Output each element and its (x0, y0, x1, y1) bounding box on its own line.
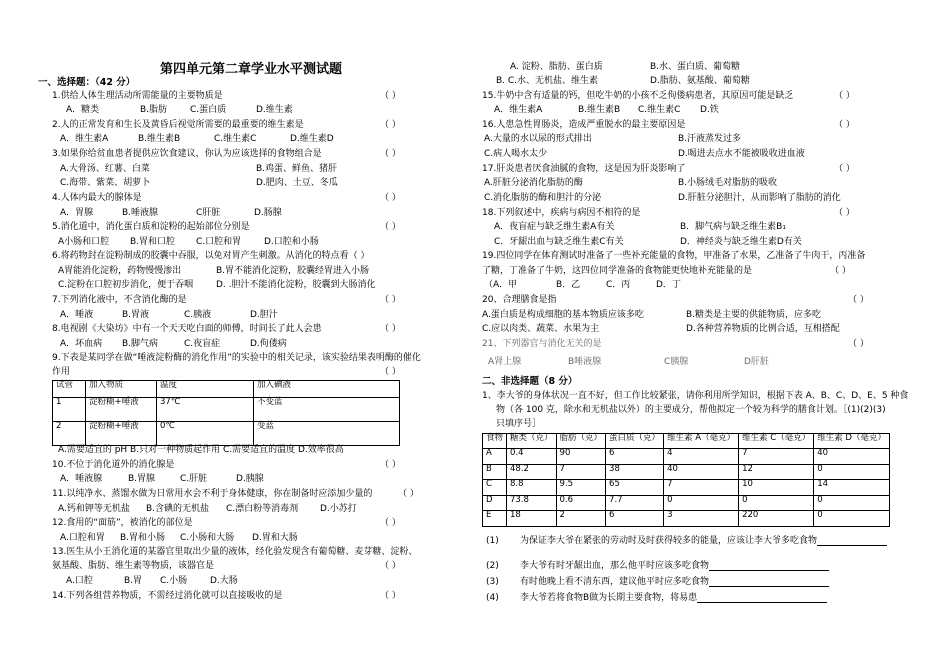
option: B唾液腺 (568, 357, 602, 367)
option: B.胃液 (122, 310, 150, 320)
answer-paren: （ ） (834, 208, 855, 218)
option: D．神经炎与缺乏维生素D有关 (680, 237, 802, 247)
option: D.铁 (700, 105, 719, 115)
question-9-cont: 作用 (52, 367, 71, 377)
option: C．丙 (606, 280, 631, 290)
option: A.钙和钾等无机盐 (58, 504, 130, 514)
option: B.脚气病 (122, 339, 159, 349)
answer-paren: （ ） (380, 324, 401, 334)
answer-paren: （ ） (380, 367, 401, 377)
question-21: 21、下列器官与消化无关的是 (482, 339, 602, 349)
table-cell: 0 (664, 495, 739, 511)
subquestion-4-text: 李大爷若将食物B做为长期主要食物，将易患 (520, 593, 698, 603)
table-cell: 7.7 (606, 495, 664, 511)
subquestion-4-number: (4) (486, 593, 499, 603)
option: C.小肠 (160, 576, 188, 586)
answer-blank[interactable] (709, 586, 829, 587)
table-row (483, 495, 890, 511)
table-cell: B (483, 464, 507, 480)
question-19: 19.四位同学在体育测试时准备了一些补充能量的食物，甲准备了水果，乙准备了牛肉干，丙准备 (482, 251, 866, 261)
table-cell: 9.5 (556, 480, 606, 496)
table-header: 维生素 D（毫克） (814, 434, 890, 449)
answer-paren: （ ） (380, 91, 401, 101)
option: D.小苏打 (320, 504, 357, 514)
option: A．夜盲症与缺乏维生素A有关 (494, 222, 615, 232)
option: B.汗液蒸发过多 (678, 134, 742, 144)
option: B．脚气病与缺乏维生素B₁ (680, 222, 786, 232)
table-row (483, 449, 890, 465)
table-cell: 1 (53, 398, 86, 422)
option: C.病人喝水太少 (484, 149, 548, 159)
option: B. C.水、无机盐、维生素 (496, 76, 599, 86)
option: C.淀粉在口腔初步消化，便于吞咽 (58, 280, 194, 290)
problem-1-cont: 物（各 100 克，除水和无机盐以外）的主要成分，帮他拟定一个较为科学的膳食计划。［(1)(2)(3) (496, 405, 886, 415)
question-19-cont: 了糖，丁准备了牛奶，这四位同学准备的食物能更快地补充能量的是 (482, 266, 753, 276)
option: D.肥肉、土豆、冬瓜 (256, 178, 338, 188)
option: A. 淀粉、脂肪、蛋白质 (510, 62, 603, 72)
option: B.鸡蛋、鲜鱼、猪肝 (256, 164, 338, 174)
option: C.应以肉类、蔬菜、水果为主 (482, 324, 600, 334)
answer-paren: （ ） (380, 518, 401, 528)
table-cell: 12 (739, 464, 814, 480)
answer-paren: （ ） (834, 91, 855, 101)
answer-paren: （ ） (380, 591, 401, 601)
section-nonchoice-heading: 二、非选择题（8 分） (482, 376, 578, 387)
option: B．乙 (556, 280, 581, 290)
option: A．胃腺 (60, 208, 94, 218)
option: A小肠和口腔 (58, 237, 110, 247)
option: C.肝脏 (180, 474, 208, 484)
table-cell: 10 (739, 480, 814, 496)
answer-blank[interactable] (697, 602, 827, 603)
table-header: 蛋白质（克） (606, 434, 664, 449)
option: B.胃腺 (128, 474, 156, 484)
option: C.漂白粉等消毒剂 (226, 504, 299, 514)
option: A.蛋白质是构成细胞的基本物质应该多吃 (482, 310, 644, 320)
table-cell: 37℃ (157, 398, 254, 422)
option: D．丁 (656, 280, 681, 290)
experiment-table (52, 380, 400, 446)
question-3: 3.如果你给贫血患者提供应饮食建议，你认为应该选择的食物组合是 (52, 149, 322, 159)
problem-1-cont: 只填序号］ (496, 419, 542, 429)
table-cell: 220 (739, 511, 814, 527)
question-10: 10.不位于消化道外的消化腺是 (52, 460, 175, 470)
option: D.维生素 (256, 105, 293, 115)
option: B.脂肪 (140, 105, 168, 115)
table-cell: 0 (739, 495, 814, 511)
answer-blank[interactable] (709, 570, 829, 571)
question-2: 2.人的正常发育和生长及黄昏后视觉所需要的最重要的维生素是 (52, 120, 304, 130)
answer-paren: （ ） (830, 266, 851, 276)
answer-paren: （ ） (380, 460, 401, 470)
table-cell: 48.2 (507, 464, 557, 480)
option: C胰腺 (664, 357, 689, 367)
answer-blank[interactable] (817, 545, 887, 546)
table-cell: 不变蓝 (254, 398, 400, 422)
answer-paren: （ ） (848, 295, 869, 305)
option: B.胃不能消化淀粉，胶囊经胃进入小肠 (216, 266, 370, 276)
table-cell: A (483, 449, 507, 465)
option: A．坏血病 (60, 339, 103, 349)
option: （A．甲 (484, 280, 518, 290)
option: A.口腔 (66, 576, 93, 586)
option: D.佝偻病 (250, 339, 287, 349)
table-header: 维生素 C（毫克） (739, 434, 814, 449)
table-cell: C (483, 480, 507, 496)
table-cell: 0.6 (556, 495, 606, 511)
table-cell: 6 (606, 511, 664, 527)
option: D肝脏 (744, 357, 769, 367)
option: D.喝进去点水不能被吸收进血液 (678, 149, 805, 159)
question-16: 16.人患急性胃肠炎，造成严重脱水的最主要原因是 (482, 120, 686, 130)
table-cell: 6 (606, 449, 664, 465)
option: D.脂肪、氨基酸、葡萄糖 (650, 76, 750, 86)
question-11: 11.以纯净水、蒸馏水做为日常用水会不利于身体健康，你在制备时应添加少量的 (52, 489, 373, 499)
option: D.大肠 (210, 576, 238, 586)
option: A.口腔和胃 (60, 533, 105, 543)
option: B.糖类是主要的供能物质，应多吃 (686, 310, 822, 320)
answer-paren: （ ） (380, 222, 401, 232)
option: C.维生素C (638, 105, 681, 115)
option: C.海带、紫菜、胡萝卜 (60, 178, 151, 188)
question-17: 17.肝炎患者厌食油腻的食物，这是因为肝炎影响了 (482, 164, 686, 174)
option: D.口腔和小肠 (264, 237, 319, 247)
table-cell: 3 (664, 511, 739, 527)
question-6: 6.将药物封在淀粉制成的胶囊中吞服，以免对胃产生刺激。从消化的特点看（ ） (52, 251, 370, 261)
answer-paren: （ ） (398, 489, 419, 499)
option: A.大量的水以尿的形式排出 (484, 134, 592, 144)
subquestion-1-text: 为保证李大爷在紧张的劳动时及时获得较多的能量，应该让李大爷多吃食物 (520, 536, 818, 546)
option: B.维生素B (138, 134, 181, 144)
table-cell: 0℃ (157, 422, 254, 446)
subquestion-1 (520, 537, 887, 546)
subquestion-2-text: 李大爷有时牙龈出血，那么他平时应该多吃食物 (520, 561, 710, 571)
table-row (483, 511, 890, 527)
answer-paren: （ ） (834, 120, 855, 130)
option: D.肝脏分泌胆汁，从而影响了脂肪的消化 (678, 193, 841, 203)
question-18: 18.下列叙述中，疾病与病因不相符的是 (482, 208, 641, 218)
table-cell: 40 (664, 464, 739, 480)
option: C肝脏 (196, 208, 221, 218)
table-cell: 40 (814, 449, 890, 465)
option: A．唾液腺 (60, 474, 103, 484)
option: C.口腔和胃 (196, 237, 242, 247)
table-header: 维生素 A（毫克） (664, 434, 739, 449)
question-14: 14.下列各组营养物质，不需经过消化就可以直接吸收的是 (52, 591, 283, 601)
question-13: 13.医生从小王消化道的某器官里取出少量的液体，经化验发现含有葡萄糖、麦芽糖、淀粉、 (52, 547, 418, 557)
option: D.肠腺 (254, 208, 282, 218)
option: B.胃和口腔 (130, 237, 176, 247)
option: B.胃 (124, 576, 143, 586)
table-cell: D (483, 495, 507, 511)
subquestion-2-number: (2) (486, 561, 499, 571)
subquestion-2 (520, 562, 829, 571)
option: A．糖类 (66, 105, 100, 115)
option: B.唾液腺 (122, 208, 159, 218)
table-cell: 4 (664, 449, 739, 465)
question-13-cont: 氨基酸、脂肪、维生素等物质，该器官是 (52, 561, 215, 571)
table-cell: 变蓝 (254, 422, 400, 446)
option: D.维生素D (290, 134, 334, 144)
table-header: 加入物质 (86, 381, 157, 398)
question-4: 4.人体内最大的腺体是 (52, 193, 142, 203)
table-cell: 淀粉糊+唾液 (86, 398, 157, 422)
table-header: 试管 (53, 381, 86, 398)
option: C.维生素C (214, 134, 257, 144)
subquestion-4 (520, 594, 827, 603)
option: A.肝脏分泌消化脂肪的酶 (484, 178, 583, 188)
option: B.水、蛋白质、葡萄糖 (650, 62, 741, 72)
table-cell: 18 (507, 511, 557, 527)
question-15: 15.牛奶中含有适量的钙，但吃牛奶的小孩不乏佝偻病患者，其原因可能是缺乏 (482, 91, 794, 101)
answer-paren: （ ） (380, 561, 401, 571)
option: A．维生素A (60, 134, 109, 144)
option: B.小肠绒毛对脂肪的吸收 (678, 178, 778, 188)
question-1: 1.供给人体生理活动所需能量的主要物质是 (52, 91, 223, 101)
option: C.胰液 (184, 310, 212, 320)
table-cell: 0 (814, 511, 890, 527)
table-header: 温度 (157, 381, 254, 398)
table-cell: 90 (556, 449, 606, 465)
option: C.夜盲症 (184, 339, 221, 349)
option: D. .胆汁不能消化淀粉，胶囊到大肠消化 (216, 280, 376, 290)
page-title: 第四单元第二章学业水平测试题 (160, 62, 343, 77)
table-cell: 0.4 (507, 449, 557, 465)
question-9-options: A.需要适宜的 pH B.只对一种物质起作用 C.需要适宜的温度 D.效率很高 (58, 445, 344, 455)
table-cell: E (483, 511, 507, 527)
table-row (483, 464, 890, 480)
option: D.各种营养物质的比例合适，互相搭配 (686, 324, 840, 334)
answer-paren: （ ） (848, 339, 869, 349)
table-cell: 0 (814, 464, 890, 480)
option: A．唾液 (60, 310, 94, 320)
answer-paren: （ ） (380, 193, 401, 203)
option: A肾上腺 (488, 357, 522, 367)
table-header: 加入碘液 (254, 381, 400, 398)
option: A胃能消化淀粉，药物慢慢渗出 (58, 266, 182, 276)
food-nutrition-table (482, 433, 890, 527)
table-cell: 8.8 (507, 480, 557, 496)
table-header: 脂肪（克） (556, 434, 606, 449)
subquestion-3-number: (3) (486, 577, 499, 587)
option: D.胰腺 (236, 474, 264, 484)
answer-paren: （ ） (380, 120, 401, 130)
answer-paren: （ ） (380, 295, 401, 305)
answer-paren: （ ） (834, 164, 855, 174)
table-cell: 2 (556, 511, 606, 527)
table-cell: 2 (53, 422, 86, 446)
table-cell: 73.8 (507, 495, 557, 511)
table-cell: 7 (556, 464, 606, 480)
table-cell: 38 (606, 464, 664, 480)
table-header: 食物 (483, 434, 507, 449)
section-choice-heading: 一、选择题：（42 分） (38, 77, 136, 88)
answer-paren: （ ） (380, 149, 401, 159)
option: B.胃和小肠 (120, 533, 166, 543)
option: A.大骨汤、红薯、白菜 (60, 164, 150, 174)
question-5: 5.消化道中，消化蛋白质和淀粉的起始部位分别是 (52, 222, 250, 232)
option: B.维生素B (578, 105, 621, 115)
subquestion-3-text: 有时他晚上看不清东西，建议他平时应多吃食物 (520, 577, 710, 587)
subquestion-3 (520, 578, 829, 587)
question-12: 12.食用的“面筋”，被消化的部位是 (52, 518, 193, 528)
table-cell: 淀粉糊+唾液 (86, 422, 157, 446)
table-row (483, 480, 890, 496)
question-20: 20、合理膳食是指 (482, 295, 557, 305)
option: C．牙龈出血与缺乏维生素C有关 (494, 237, 624, 247)
option: B.含碘的无机盐 (146, 504, 210, 514)
problem-1: 1、李大爷的身体状况一直不好，但工作比较紧张，请你利用所学知识，根据下表 A、B、C、D、E、5 种食 (482, 391, 909, 401)
question-9: 9.下表是某同学在做“唾液淀粉酶的消化作用”的实验中的相关记录，该实验结果表明酶的催化 (52, 353, 421, 363)
option: A．维生素A (494, 105, 543, 115)
option: C.消化脂肪的酶和胆汁的分泌 (484, 193, 602, 203)
option: C.蛋白质 (190, 105, 227, 115)
table-cell: 65 (606, 480, 664, 496)
question-7: 7.下列消化液中，不含消化酶的是 (52, 295, 187, 305)
question-8: 8.电视剧《大染坊》中有一个天天吃白面的师傅，时间长了此人会患 (52, 324, 322, 334)
table-header: 糖类（克） (507, 434, 557, 449)
option: C.小肠和大肠 (180, 533, 235, 543)
option: D.胆汁 (250, 310, 278, 320)
subquestion-1-number: (1) (486, 536, 499, 546)
table-cell: 0 (814, 495, 890, 511)
option: D.胃和大肠 (252, 533, 298, 543)
table-cell: 14 (814, 480, 890, 496)
table-cell: 7 (739, 449, 814, 465)
table-cell: 7 (664, 480, 739, 496)
